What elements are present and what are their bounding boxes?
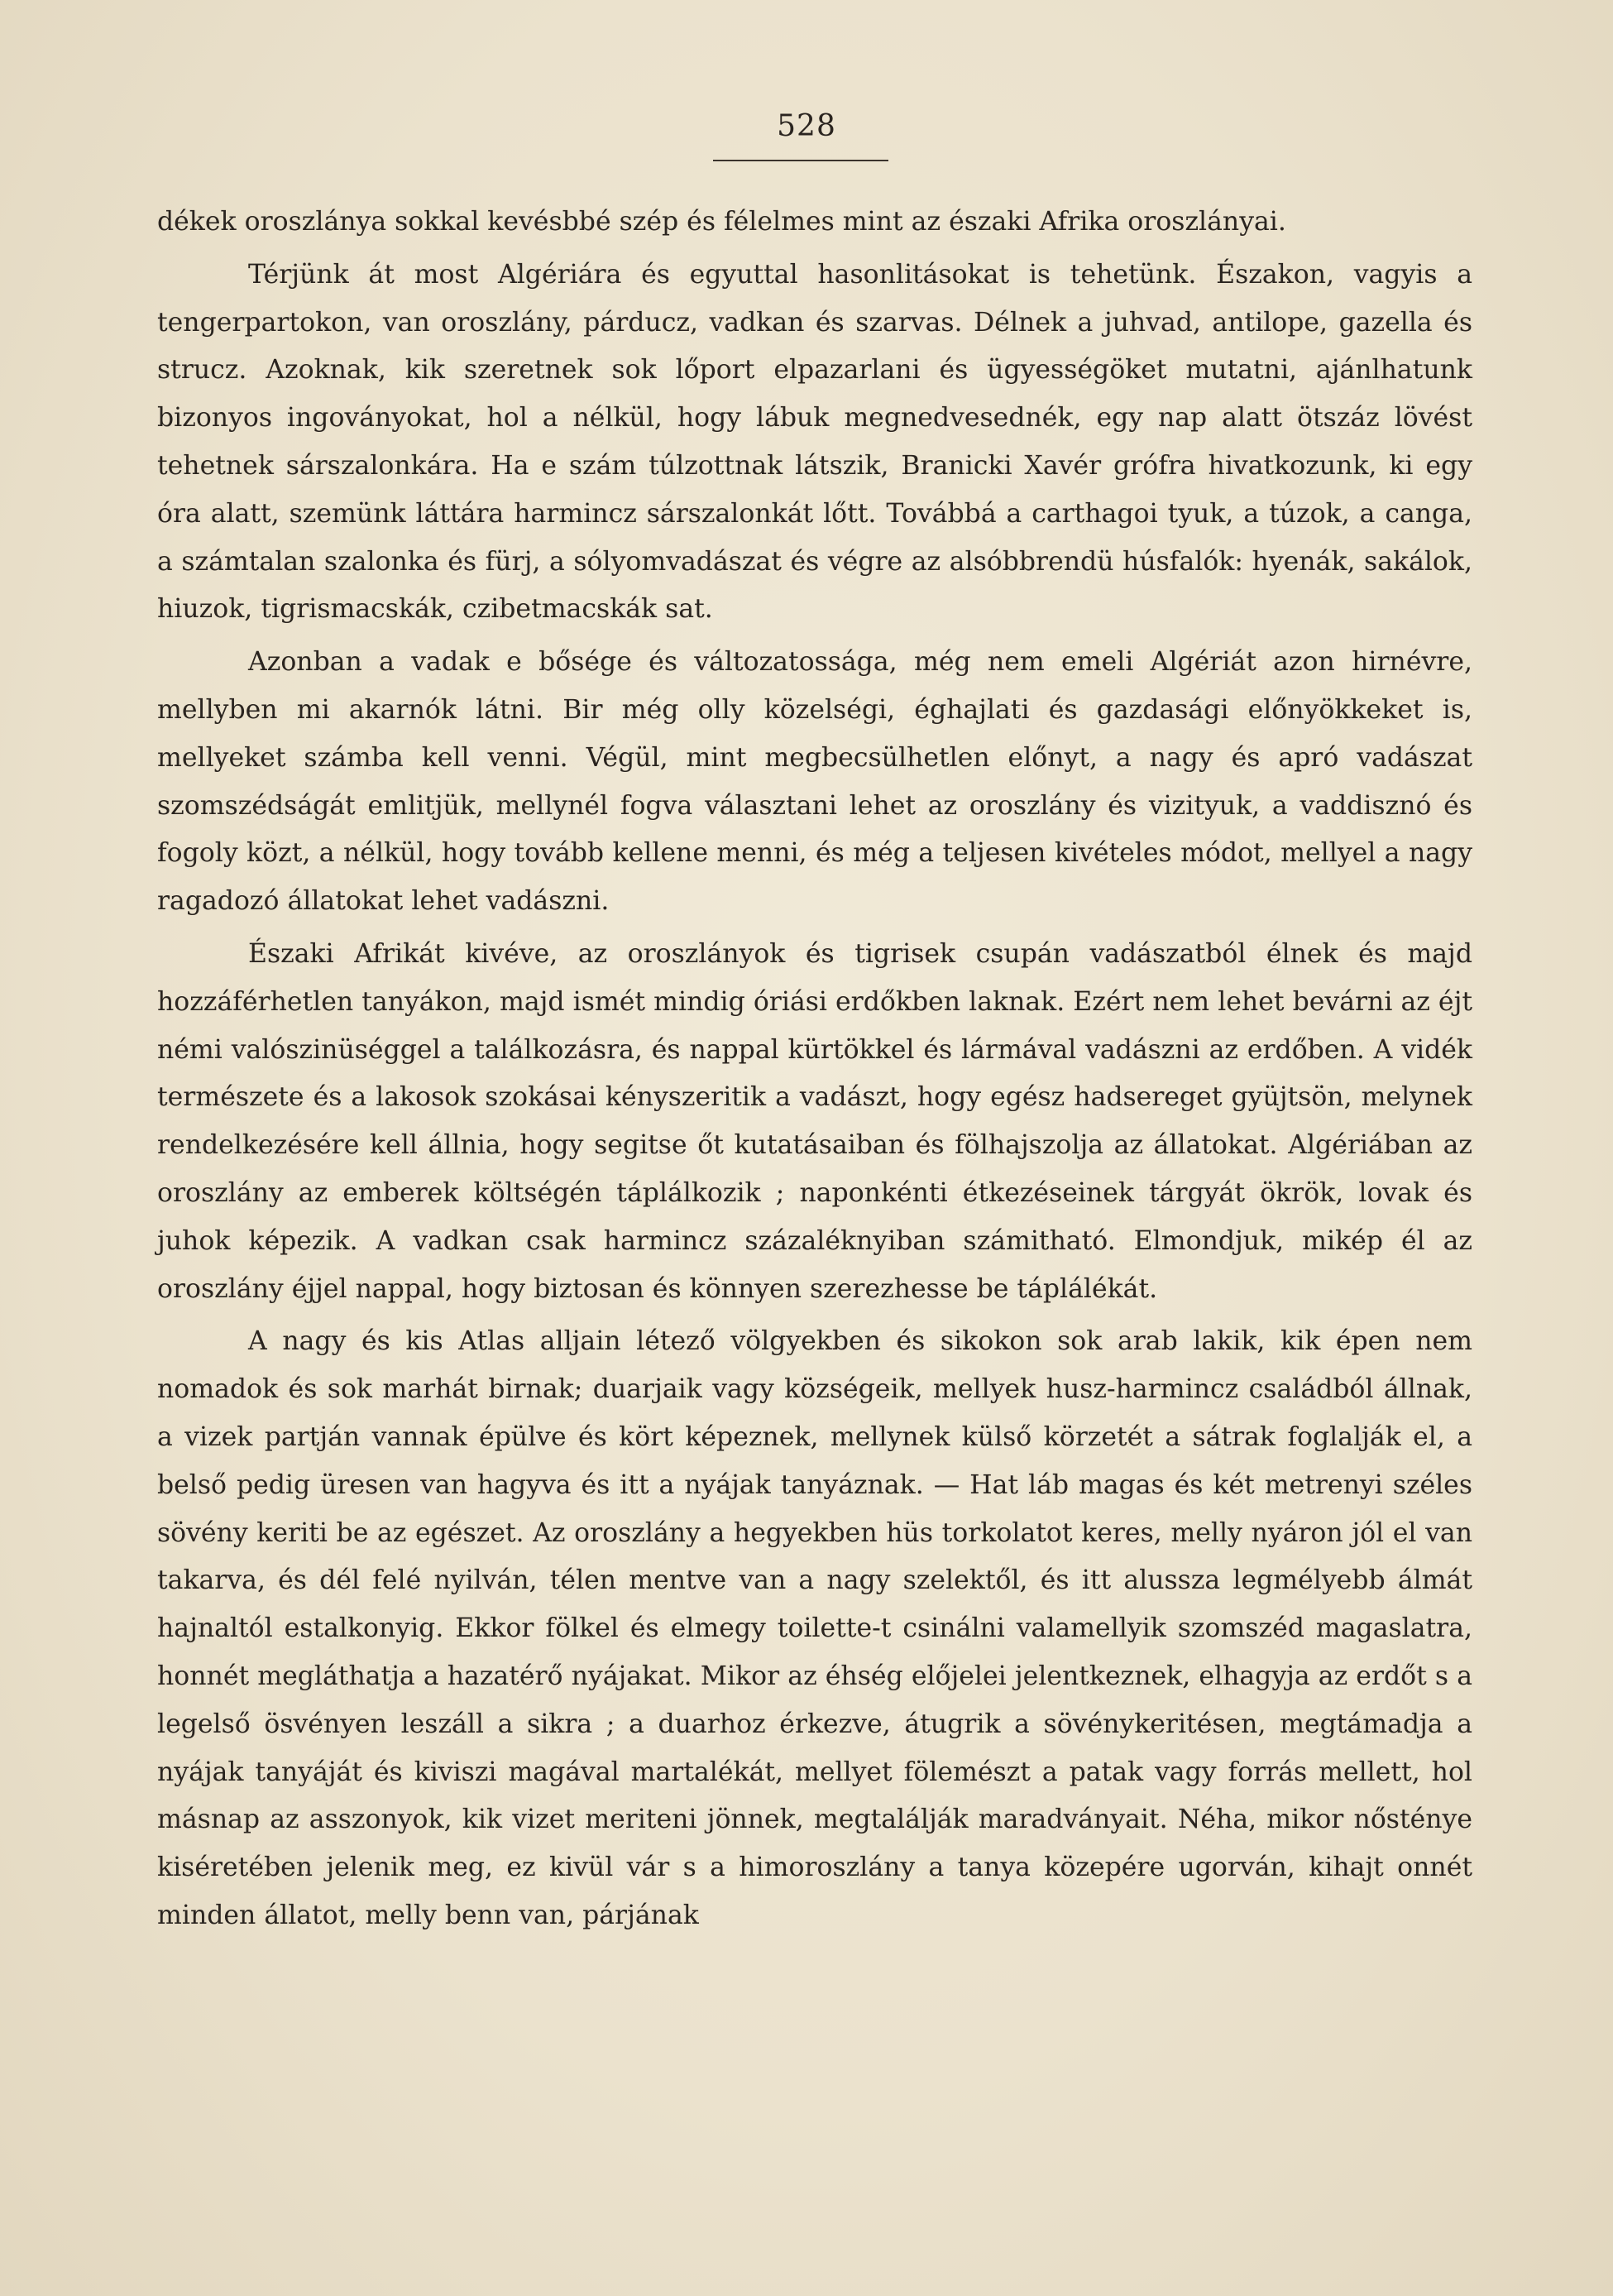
page-number: 528 [777,109,836,143]
header-rule [713,160,888,161]
body-text [157,199,1472,1945]
paragraph-2: Térjünk át most Algériára és egyuttal hasonlitásokat is tehetünk. Északon, vagyis a tengerpartokon, van oroszlány, párducz, vadkan és szarvas. Délnek a juhvad, antilope, gazella és strucz. Azoknak, kik szeretnek sok lőport elpazarlani és ügyességöket mutatni, ajánlhatunk bizonyos ingoványokat, hol a nélkül, hogy lábuk megnedvesednék, egy nap alatt ötszáz lövést tehetnek sárszalonkára. Ha e szám túlzottnak látszik, Branicki Xavér grófra hivatkozunk, ki egy óra alatt, szemünk láttára harmincz sárszalonkát lőtt. Továbbá a carthagoi tyuk, a túzok, a canga, a számtalan szalonka és fürj, a sólyomvadászat és végre az alsóbbrendü húsfalók: hyenák, sakálok, hiuzok, tigrismacskák, czibetmacskák sat. [157,259,1472,625]
paragraph-3: Azonban a vadak e bősége és változatossága, még nem emeli Algériát azon hirnévre, mellyben mi akarnók látni. Bir még olly közelségi, éghajlati és gazdasági előnyökkeket is, mellyeket számba kell venni. Végül, mint megbecsülhetlen előnyt, a nagy és apró vadászat szomszédságát emlitjük, mellynél fogva választani lehet az oroszlány és vizityuk, a vaddisznó és fogoly közt, a nélkül, hogy tovább kellene menni, és még a teljesen kivételes módot, mellyel a nagy ragadozó állatokat lehet vadászni. [157,647,1472,917]
paragraph-1: dékek oroszlánya sokkal kevésbbé szép és félelmes mint az északi Afrika oroszlányai. [157,207,1286,237]
paragraph-5: A nagy és kis Atlas alljain létező völgyekben és sikokon sok arab lakik, kik épen nem nomadok és sok marhát birnak; duarjaik vagy községeik, mellyek husz-harmincz családból állnak, a vizek partján vannak épülve és kört képeznek, mellynek külső körzetét a sátrak foglalják el, a belső pedig üresen van hagyva és itt a nyájak tanyáznak. — Hat láb magas és két metrenyi széles sövény keriti be az egészet. Az oroszlány a hegyekben hüs torkolatot keres, melly nyáron jól el van takarva, és dél felé nyilván, télen mentve van a nagy szelektől, és itt alussza legmélyebb álmát hajnaltól estalkonyig. Ekkor fölkel és elmegy toilette-t csinálni valamellyik szomszéd magaslatra, honnét megláthatja a hazatérő nyájakat. Mikor az éhség előjelei jelentkeznek, elhagyja az erdőt s a legelső ösvényen leszáll a sikra ; a duarhoz érkezve, átugrik a sövénykeritésen, megtámadja a nyájak tanyáját és kiviszi magával martalékát, mellyet fölemészt a patak vagy forrás mellett, hol másnap az asszonyok, kik vizet meriteni jönnek, megtalálják maradványait. Néha, mikor nősténye kiséretében jelenik meg, ez kivül vár s a himoroszlány a tanya közepére ugorván, kihajt onnét minden állatot, melly benn van, párjának [157,1326,1472,1930]
page-number-container [0,109,1613,143]
paragraph-4: Északi Afrikát kivéve, az oroszlányok és tigrisek csupán vadászatból élnek és majd hozzáférhetlen tanyákon, majd ismét mindig óriási erdőkben laknak. Ezért nem lehet bevárni az éjt némi valószinüséggel a találkozásra, és nappal kürtökkel és lármával vadászni az erdőben. A vidék természete és a lakosok szokásai kényszeritik a vadászt, hogy egész hadsereget gyüjtsön, melynek rendelkezésére kell állnia, hogy segitse őt kutatásaiban és fölhajszolja az állatokat. Algériában az oroszlány az emberek költségén táplálkozik ; naponkénti étkezéseinek tárgyát ökrök, lovak és juhok képezik. A vadkan csak harmincz százaléknyiban számitható. Elmondjuk, mikép él az oroszlány éjjel nappal, hogy biztosan és könnyen szerezhesse be táplálékát. [157,938,1472,1304]
